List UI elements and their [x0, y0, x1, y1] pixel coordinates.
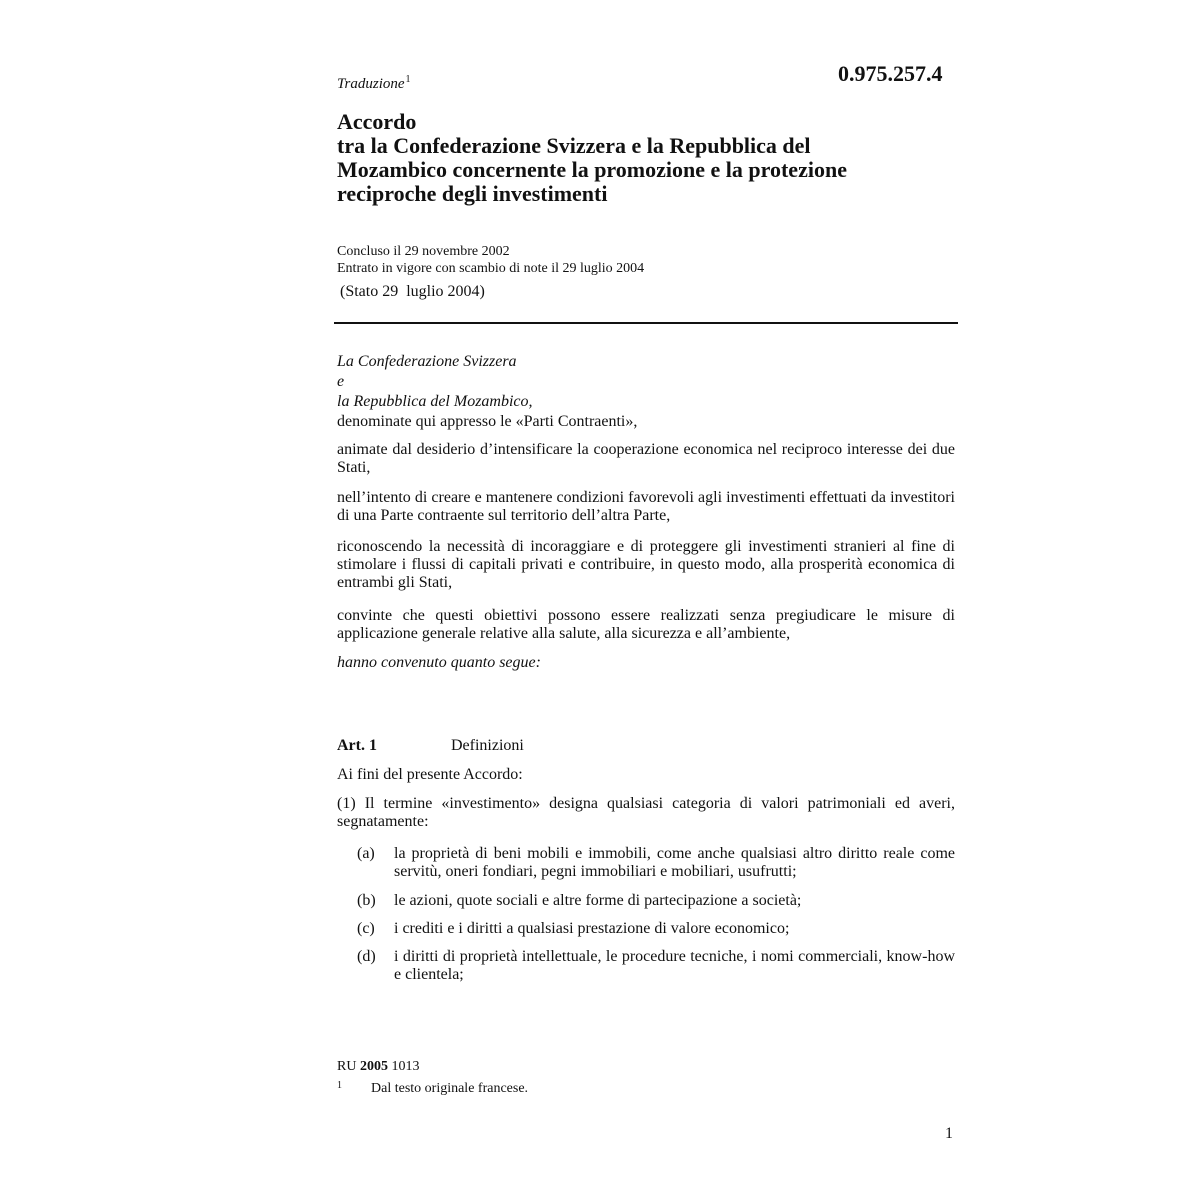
translation-label: [337, 74, 411, 93]
title-line: Accordo: [337, 109, 417, 134]
translation-text: Traduzione: [337, 76, 405, 92]
document-meta: [337, 243, 644, 277]
article-heading: [337, 737, 524, 755]
item-label: (c): [357, 920, 375, 937]
definition-item: [357, 948, 955, 984]
status-date: (Stato 29 luglio 2004): [340, 283, 485, 300]
title-line: reciproche degli investimenti: [337, 181, 608, 206]
item-text: le azioni, quote sociali e altre forme di partecipazione a società;: [394, 892, 802, 909]
item-label: (a): [357, 845, 375, 862]
footnote-reference[interactable]: 1: [405, 74, 411, 85]
definition-item: [357, 845, 955, 881]
footnote: [337, 1080, 528, 1097]
official-record-reference: [337, 1059, 419, 1075]
concluded-date: Concluso il 29 novembre 2002: [337, 244, 510, 259]
document-title: [337, 110, 957, 206]
item-label: (b): [357, 892, 376, 909]
preamble-closing: hanno convenuto quanto segue:: [337, 654, 541, 671]
entry-into-force: Entrato in vigore con scambio di note il 29 luglio 2004: [337, 261, 645, 276]
article-number: Art. 1: [337, 737, 377, 754]
preamble-paragraph: nell’intento di creare e mantenere condizioni favorevoli agli investimenti effettuati da investitori di una Parte contraente sul territorio dell’altra Parte,: [337, 489, 955, 524]
title-line: tra la Confederazione Svizzera e la Repubblica del: [337, 133, 811, 158]
preamble-paragraph: riconoscendo la necessità di incoraggiare e di proteggere gli investimenti stranieri al fine di stimolare i flussi di capitali privati e contribuire, in questo modo, alla prosperità economica di entrambi gli Stati,: [337, 538, 955, 591]
item-label: (d): [357, 948, 376, 965]
preamble-paragraph: convinte che questi obiettivi possono essere realizzati senza pregiudicare le misure di applicazione generale relative alla salute, alla sicurezza e all’ambiente,: [337, 607, 955, 642]
header-divider: [334, 322, 958, 324]
footnote-text: Dal testo originale francese.: [371, 1081, 529, 1096]
page-number: 1: [945, 1125, 953, 1142]
title-line: Mozambico concernente la promozione e la protezione: [337, 157, 847, 182]
preamble-paragraph: animate dal desiderio d’intensificare la cooperazione economica nel reciproco interesse dei due Stati,: [337, 441, 955, 476]
article-intro: Ai fini del presente Accordo:: [337, 766, 523, 783]
party-1: La Confederazione Svizzera: [337, 353, 517, 370]
article-title: Definizioni: [451, 737, 524, 754]
party-conjunction: e: [337, 373, 345, 390]
party-2: la Repubblica del Mozambico,: [337, 393, 533, 410]
item-text: la proprietà di beni mobili e immobili, come anche qualsiasi altro diritto reale come servitù, oneri fondiari, pegni immobiliari e mobiliari, usufrutti;: [394, 845, 955, 880]
sr-number: 0.975.257.4: [838, 61, 943, 86]
footnote-number: 1: [337, 1080, 342, 1091]
preamble-denomination: denominate qui appresso le «Parti Contraenti»,: [337, 413, 638, 430]
article-paragraph: (1) Il termine «investimento» designa qualsiasi categoria di valori patrimoniali ed averi, segnatamente:: [337, 795, 955, 830]
item-text: i crediti e i diritti a qualsiasi prestazione di valore economico;: [394, 920, 790, 937]
item-text: i diritti di proprietà intellettuale, le procedure tecniche, i nomi commerciali, know-how e clientela;: [394, 948, 955, 983]
ru-year: 2005: [359, 1059, 388, 1074]
ru-prefix: RU: [337, 1059, 357, 1074]
definition-item: [357, 892, 955, 910]
ru-page: 1013: [391, 1059, 420, 1074]
definition-item: [357, 920, 955, 938]
